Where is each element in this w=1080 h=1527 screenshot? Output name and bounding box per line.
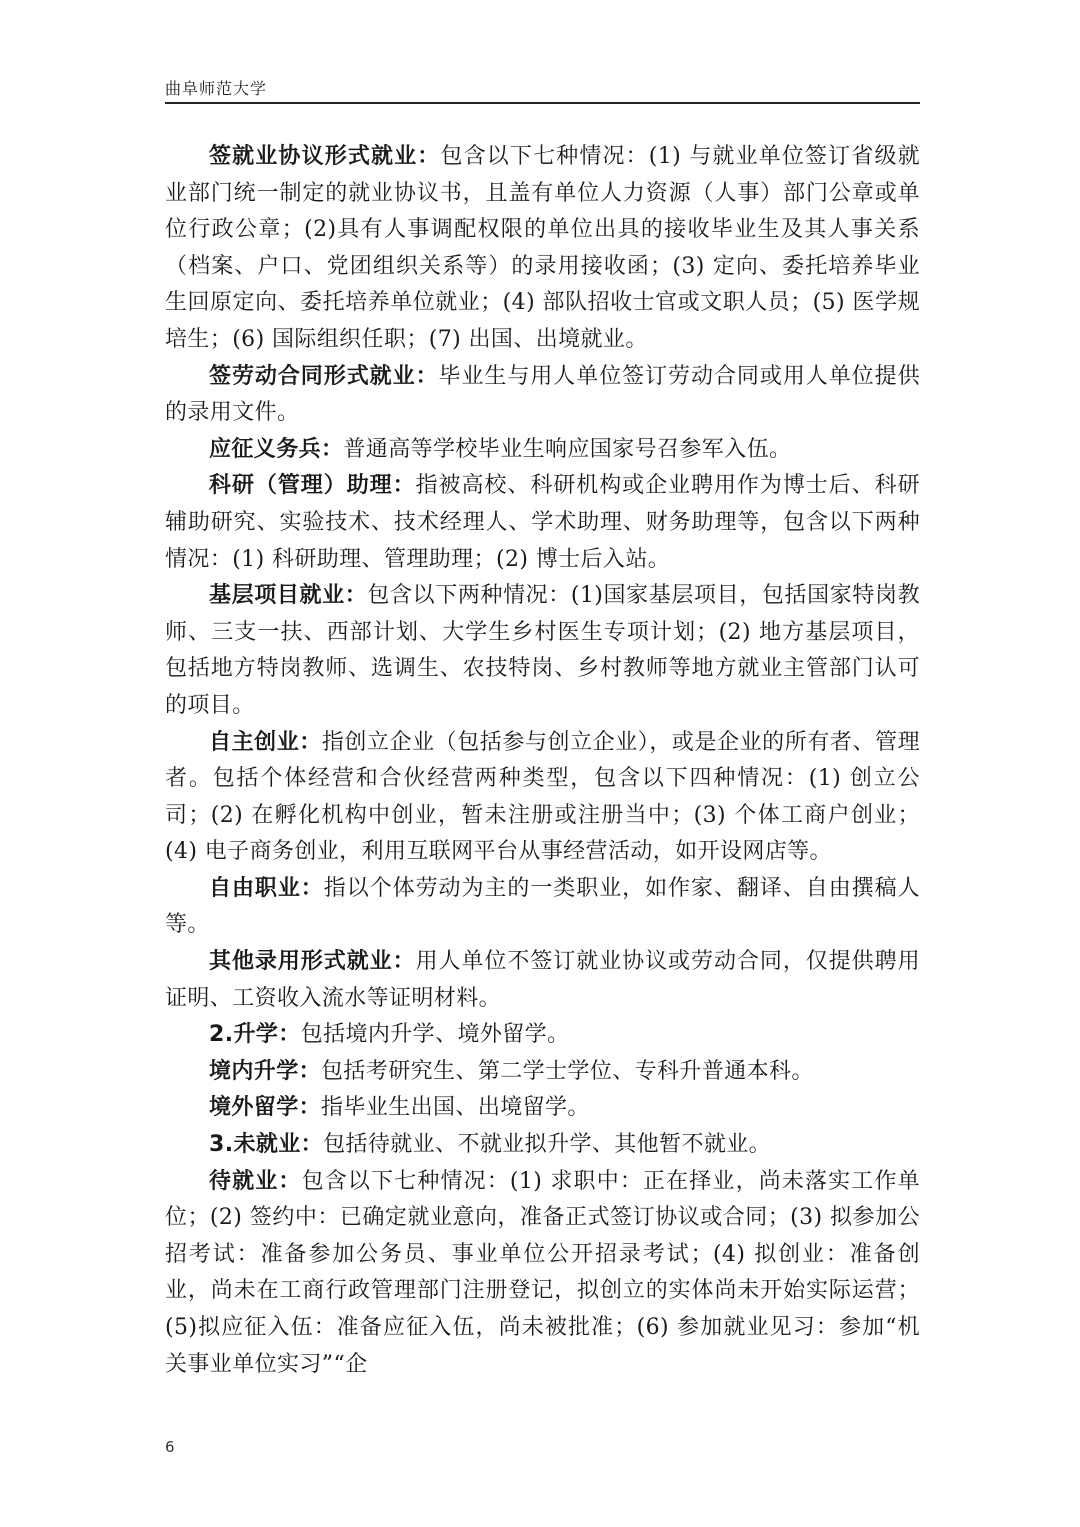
paragraph-unemployed bbox=[165, 1127, 920, 1164]
paragraph-text: 普通高等学校毕业生响应国家号召参军入伍。 bbox=[343, 436, 792, 462]
paragraph-overseas-study bbox=[165, 1090, 920, 1127]
term-label: 自由职业： bbox=[209, 875, 324, 901]
page-header bbox=[165, 76, 920, 104]
paragraph-text: 毕业生与用人单位签订劳动合同或用人单位提供的录用文件。 bbox=[165, 363, 920, 426]
term-label: 应征义务兵： bbox=[209, 436, 344, 462]
paragraph-signed-agreement bbox=[165, 139, 920, 359]
paragraph-text: 指毕业生出国、出境留学。 bbox=[321, 1095, 590, 1121]
term-label: 科研（管理）助理： bbox=[209, 473, 416, 499]
paragraph-research-assistant bbox=[165, 468, 920, 578]
paragraph-self-employment bbox=[165, 725, 920, 871]
term-label: 境外留学： bbox=[209, 1095, 322, 1121]
paragraph-other-employment bbox=[165, 944, 920, 1017]
term-label: 境内升学： bbox=[209, 1058, 322, 1084]
document-body bbox=[165, 139, 920, 1383]
paragraph-text: 指被高校、科研机构或企业聘用作为博士后、科研辅助研究、实验技术、技术经理人、学术助理、财务助理等，包含以下两种情况：(1) 科研助理、管理助理；(2) 博士后入站。 bbox=[165, 473, 920, 572]
paragraph-text: 指创立企业（包括参与创立企业），或是企业的所有者、管理者。包括个体经营和合伙经营两种类型，包含以下四种情况：(1) 创立公司；(2) 在孵化机构中创业，暂未注册或注册当中；(3) 个体工商户创业；(4) 电子商务创业，利用互联网平台从事经营活动，如开设网店等。 bbox=[165, 729, 920, 865]
term-label: 其他录用形式就业： bbox=[209, 949, 416, 975]
header-title: 曲阜师范大学 bbox=[165, 79, 268, 98]
paragraph-text: 包含以下两种情况：(1)国家基层项目，包括国家特岗教师、三支一扶、西部计划、大学生乡村医生专项计划；(2) 地方基层项目，包括地方特岗教师、选调生、农技特岗、乡村教师等地方就业主管部门认可的项目。 bbox=[165, 583, 920, 718]
paragraph-text: 用人单位不签订就业协议或劳动合同，仅提供聘用证明、工资收入流水等证明材料。 bbox=[165, 949, 920, 1011]
paragraph-further-study bbox=[165, 1017, 920, 1054]
paragraph-labor-contract bbox=[165, 359, 920, 432]
term-label: 签就业协议形式就业： bbox=[209, 144, 441, 169]
paragraph-domestic-study bbox=[165, 1054, 920, 1091]
term-label: 3.未就业： bbox=[209, 1132, 324, 1158]
paragraph-text: 包括境内升学、境外留学。 bbox=[300, 1022, 570, 1048]
term-label: 待就业： bbox=[209, 1168, 302, 1194]
term-label: 基层项目就业： bbox=[209, 583, 368, 609]
paragraph-text: 包含以下七种情况：(1) 与就业单位签订省级就业部门统一制定的就业协议书，且盖有单位人力资源（人事）部门公章或单位行政公章；(2)具有人事调配权限的单位出具的接收毕业生及其人事关系（档案、户口、党团组织关系等）的录用接收函；(3) 定向、委托培养毕业生回原定向、委托培养单位就业；(4) 部队招收士官或文职人员；(5) 医学规培生；(6) 国际组织任职；(7) 出国、出境就业。 bbox=[165, 144, 920, 352]
paragraph-conscript bbox=[165, 432, 920, 469]
paragraph-text: 包括考研究生、第二学士学位、专科升普通本科。 bbox=[321, 1058, 814, 1084]
paragraph-grassroots bbox=[165, 578, 920, 724]
paragraph-text: 包括待就业、不就业拟升学、其他暂不就业。 bbox=[323, 1132, 772, 1158]
page-number: 6 bbox=[165, 1438, 175, 1456]
term-label: 自主创业： bbox=[209, 729, 322, 755]
term-label: 2.升学： bbox=[209, 1022, 301, 1048]
paragraph-text: 包含以下七种情况：(1) 求职中：正在择业，尚未落实工作单位；(2) 签约中：已确定就业意向，准备正式签订协议或合同；(3) 拟参加公招考试：准备参加公务员、事业单位公开招录考试；(4) 拟创业：准备创业，尚未在工商行政管理部门注册登记，拟创立的实体尚未开始实际运营；(5)拟应征入伍：准备应征入伍，尚未被批准；(6) 参加就业见习：参加“机关事业单位实习”“企 bbox=[165, 1168, 920, 1377]
term-label: 签劳动合同形式就业： bbox=[209, 363, 439, 389]
paragraph-freelance bbox=[165, 871, 920, 944]
paragraph-awaiting-employment bbox=[165, 1164, 920, 1384]
paragraph-text: 指以个体劳动为主的一类职业，如作家、翻译、自由撰稿人等。 bbox=[165, 875, 920, 938]
